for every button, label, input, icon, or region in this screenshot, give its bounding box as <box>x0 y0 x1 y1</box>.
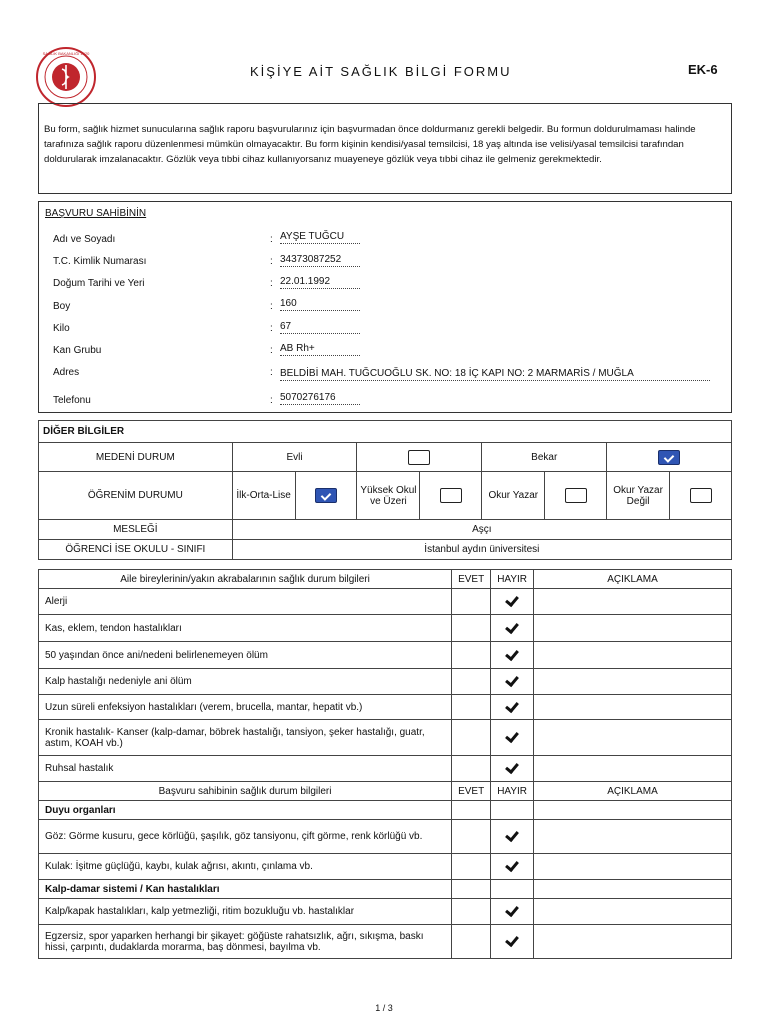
checkmark-icon <box>505 933 519 947</box>
family-row-label: Ruhsal hastalık <box>39 756 452 782</box>
edu-literate-box[interactable] <box>545 472 607 520</box>
edu-higher-checkbox[interactable] <box>440 488 462 503</box>
no-cell[interactable] <box>491 925 534 959</box>
note-cell[interactable] <box>534 925 732 959</box>
family-row-label: 50 yaşından önce ani/nedeni belirlenemeyen ölüm <box>39 642 452 669</box>
checkmark-icon <box>505 828 519 842</box>
family-row-label: Kas, eklem, tendon hastalıkları <box>39 615 452 642</box>
note-cell[interactable] <box>534 642 732 669</box>
checkmark-icon <box>505 619 519 633</box>
edu-higher-box[interactable] <box>420 472 482 520</box>
edu-primary-checkbox[interactable] <box>315 488 337 503</box>
no-cell[interactable] <box>491 589 534 615</box>
field-colon: : <box>270 367 273 378</box>
edu-primary-label: İlk-Orta-Lise <box>232 472 295 520</box>
form-title: KİŞİYE AİT SAĞLIK BİLGİ FORMU <box>250 64 512 79</box>
yes-cell[interactable] <box>452 820 491 854</box>
note-cell[interactable] <box>534 695 732 720</box>
note-cell[interactable] <box>534 820 732 854</box>
edu-primary-box[interactable] <box>295 472 357 520</box>
marital-married-label: Evli <box>232 443 357 472</box>
note-cell[interactable] <box>534 756 732 782</box>
cardio-title: Kalp-damar sistemi / Kan hastalıkları <box>39 880 452 899</box>
family-health-header: Aile bireylerinin/yakın akrabalarının sağlık durum bilgileri <box>39 570 452 589</box>
field-label-name: Adı ve Soyadı <box>53 234 116 245</box>
col-no: HAYIR <box>491 570 534 589</box>
col-no: HAYIR <box>491 782 534 801</box>
field-label-blood: Kan Grubu <box>53 345 102 356</box>
page-number: 1 / 3 <box>375 1003 393 1013</box>
field-value-tc[interactable]: 34373087252 <box>280 254 360 267</box>
checkmark-icon <box>505 673 519 687</box>
intro-text: Bu form, sağlık hizmet sunucularına sağlık raporu başvurularınız için başvurmadan önce doldurmanız gerekli belgedir. Bu formun doldurulmaması halinde tarafınıza sağlık raporu düzenlenmesi mümkün olmayacaktır. Bu form kişinin kendisi/yasal temsilcisi, 18 yaş altında ise velisi/yasal temsilcisi tarafından doldurularak imzalanacaktır. Gözlük veya tıbbi cihaz kullanıyorsanız muayeneye gözlük veya tıbbi cihaz ile gelmeniz gerekmektedir. <box>38 103 732 194</box>
no-cell[interactable] <box>491 615 534 642</box>
yes-cell[interactable] <box>452 756 491 782</box>
other-section-title: DİĞER BİLGİLER <box>39 421 732 443</box>
col-yes: EVET <box>452 570 491 589</box>
col-note: AÇIKLAMA <box>534 782 732 801</box>
applicant-health-header: Başvuru sahibinin sağlık durum bilgileri <box>39 782 452 801</box>
no-cell[interactable] <box>491 642 534 669</box>
note-cell[interactable] <box>534 854 732 880</box>
checkmark-icon <box>505 646 519 660</box>
field-value-height[interactable]: 160 <box>280 298 360 311</box>
field-label-tc: T.C. Kimlik Numarası <box>53 256 147 267</box>
field-label-birth: Doğum Tarihi ve Yeri <box>53 278 145 289</box>
checkmark-icon <box>505 698 519 712</box>
col-note: AÇIKLAMA <box>534 570 732 589</box>
checkmark-icon <box>505 760 519 774</box>
family-row-label: Alerji <box>39 589 452 615</box>
no-cell[interactable] <box>491 756 534 782</box>
no-cell[interactable] <box>491 695 534 720</box>
field-value-address[interactable]: BELDİBİ MAH. TUĞCUOĞLU SK. NO: 18 İÇ KAPI NO: 2 MARMARİS / MUĞLA <box>280 368 710 381</box>
checkmark-icon <box>505 729 519 743</box>
applicant-row-label: Kalp/kapak hastalıkları, kalp yetmezliği, ritim bozukluğu vb. hastalıklar <box>39 899 452 925</box>
applicant-row-label: Göz: Görme kusuru, gece körlüğü, şaşılık, göz tansiyonu, çift görme, renk körlüğü vb. <box>39 820 452 854</box>
field-colon: : <box>270 323 273 334</box>
note-cell[interactable] <box>534 720 732 756</box>
marital-married-box[interactable] <box>357 443 482 472</box>
sense-organs-title: Duyu organları <box>39 801 452 820</box>
field-label-weight: Kilo <box>53 323 70 334</box>
field-value-blood[interactable]: AB Rh+ <box>280 343 360 356</box>
logo-text: SAĞLIK BAKANLIĞI 1920 <box>42 51 90 56</box>
applicant-row-label: Kulak: İşitme güçlüğü, kaybı, kulak ağrısı, akıntı, çınlama vb. <box>39 854 452 880</box>
yes-cell[interactable] <box>452 695 491 720</box>
field-value-birth[interactable]: 22.01.1992 <box>280 276 360 289</box>
checkmark-icon <box>505 903 519 917</box>
family-row-label: Kalp hastalığı nedeniyle ani ölüm <box>39 669 452 695</box>
field-value-name[interactable]: AYŞE TUĞCU <box>280 231 360 244</box>
col-yes: EVET <box>452 782 491 801</box>
family-row-label: Uzun süreli enfeksiyon hastalıkları (verem, brucella, mantar, hepatit vb.) <box>39 695 452 720</box>
field-colon: : <box>270 345 273 356</box>
marital-single-box[interactable] <box>607 443 732 472</box>
family-row-label: Kronik hastalık- Kanser (kalp-damar, böbrek hastalığı, tansiyon, şeker hastalığı, guatr, astım, KOAH vb.) <box>39 720 452 756</box>
field-value-phone[interactable]: 5070276176 <box>280 392 360 405</box>
edu-illiterate-box[interactable] <box>670 472 732 520</box>
field-colon: : <box>270 234 273 245</box>
edu-literate-label: Okur Yazar <box>482 472 545 520</box>
no-cell[interactable] <box>491 669 534 695</box>
health-table <box>38 569 732 959</box>
profession-label: MESLEĞİ <box>39 520 233 540</box>
applicant-section-title: BAŞVURU SAHİBİNİN <box>45 208 147 219</box>
education-label: ÖĞRENİM DURUMU <box>39 472 233 520</box>
checkmark-icon <box>505 593 519 607</box>
note-cell[interactable] <box>534 615 732 642</box>
applicant-row-label: Egzersiz, spor yaparken herhangi bir şikayet: göğüste rahatsızlık, ağrı, sıkışma, baskı hissi, çarpıntı, dudaklarda morarma, baş dönmesi, bayılma vb. <box>39 925 452 959</box>
yes-cell[interactable] <box>452 615 491 642</box>
no-cell[interactable] <box>491 899 534 925</box>
field-label-height: Boy <box>53 301 71 312</box>
married-checkbox[interactable] <box>408 450 430 465</box>
yes-cell[interactable] <box>452 720 491 756</box>
form-code: EK-6 <box>688 62 718 77</box>
yes-cell[interactable] <box>452 854 491 880</box>
other-info-table <box>38 420 732 560</box>
school-value[interactable]: İstanbul aydın üniversitesi <box>232 540 731 560</box>
no-cell[interactable] <box>491 820 534 854</box>
yes-cell[interactable] <box>452 925 491 959</box>
note-cell[interactable] <box>534 669 732 695</box>
note-cell[interactable] <box>534 899 732 925</box>
yes-cell[interactable] <box>452 669 491 695</box>
field-label-address: Adres <box>53 367 80 378</box>
field-colon: : <box>270 395 273 406</box>
field-label-phone: Telefonu <box>53 395 91 406</box>
yes-cell[interactable] <box>452 899 491 925</box>
checkmark-icon <box>505 858 519 872</box>
no-cell[interactable] <box>491 720 534 756</box>
no-cell[interactable] <box>491 854 534 880</box>
applicant-section <box>38 201 732 413</box>
marital-single-label: Bekar <box>482 443 607 472</box>
school-label: ÖĞRENCİ İSE OKULU - SINIFI <box>39 540 233 560</box>
field-colon: : <box>270 278 273 289</box>
yes-cell[interactable] <box>452 589 491 615</box>
field-value-weight[interactable]: 67 <box>280 321 360 334</box>
yes-cell[interactable] <box>452 642 491 669</box>
edu-higher-label: Yüksek Okul ve Üzeri <box>357 472 420 520</box>
single-checkbox[interactable] <box>658 450 680 465</box>
note-cell[interactable] <box>534 589 732 615</box>
field-colon: : <box>270 301 273 312</box>
edu-illiterate-label: Okur Yazar Değil <box>607 472 670 520</box>
field-colon: : <box>270 256 273 267</box>
edu-literate-checkbox[interactable] <box>565 488 587 503</box>
profession-value[interactable]: Aşçı <box>232 520 731 540</box>
ministry-seal-logo <box>35 46 97 108</box>
edu-illiterate-checkbox[interactable] <box>690 488 712 503</box>
marital-label: MEDENİ DURUM <box>39 443 233 472</box>
